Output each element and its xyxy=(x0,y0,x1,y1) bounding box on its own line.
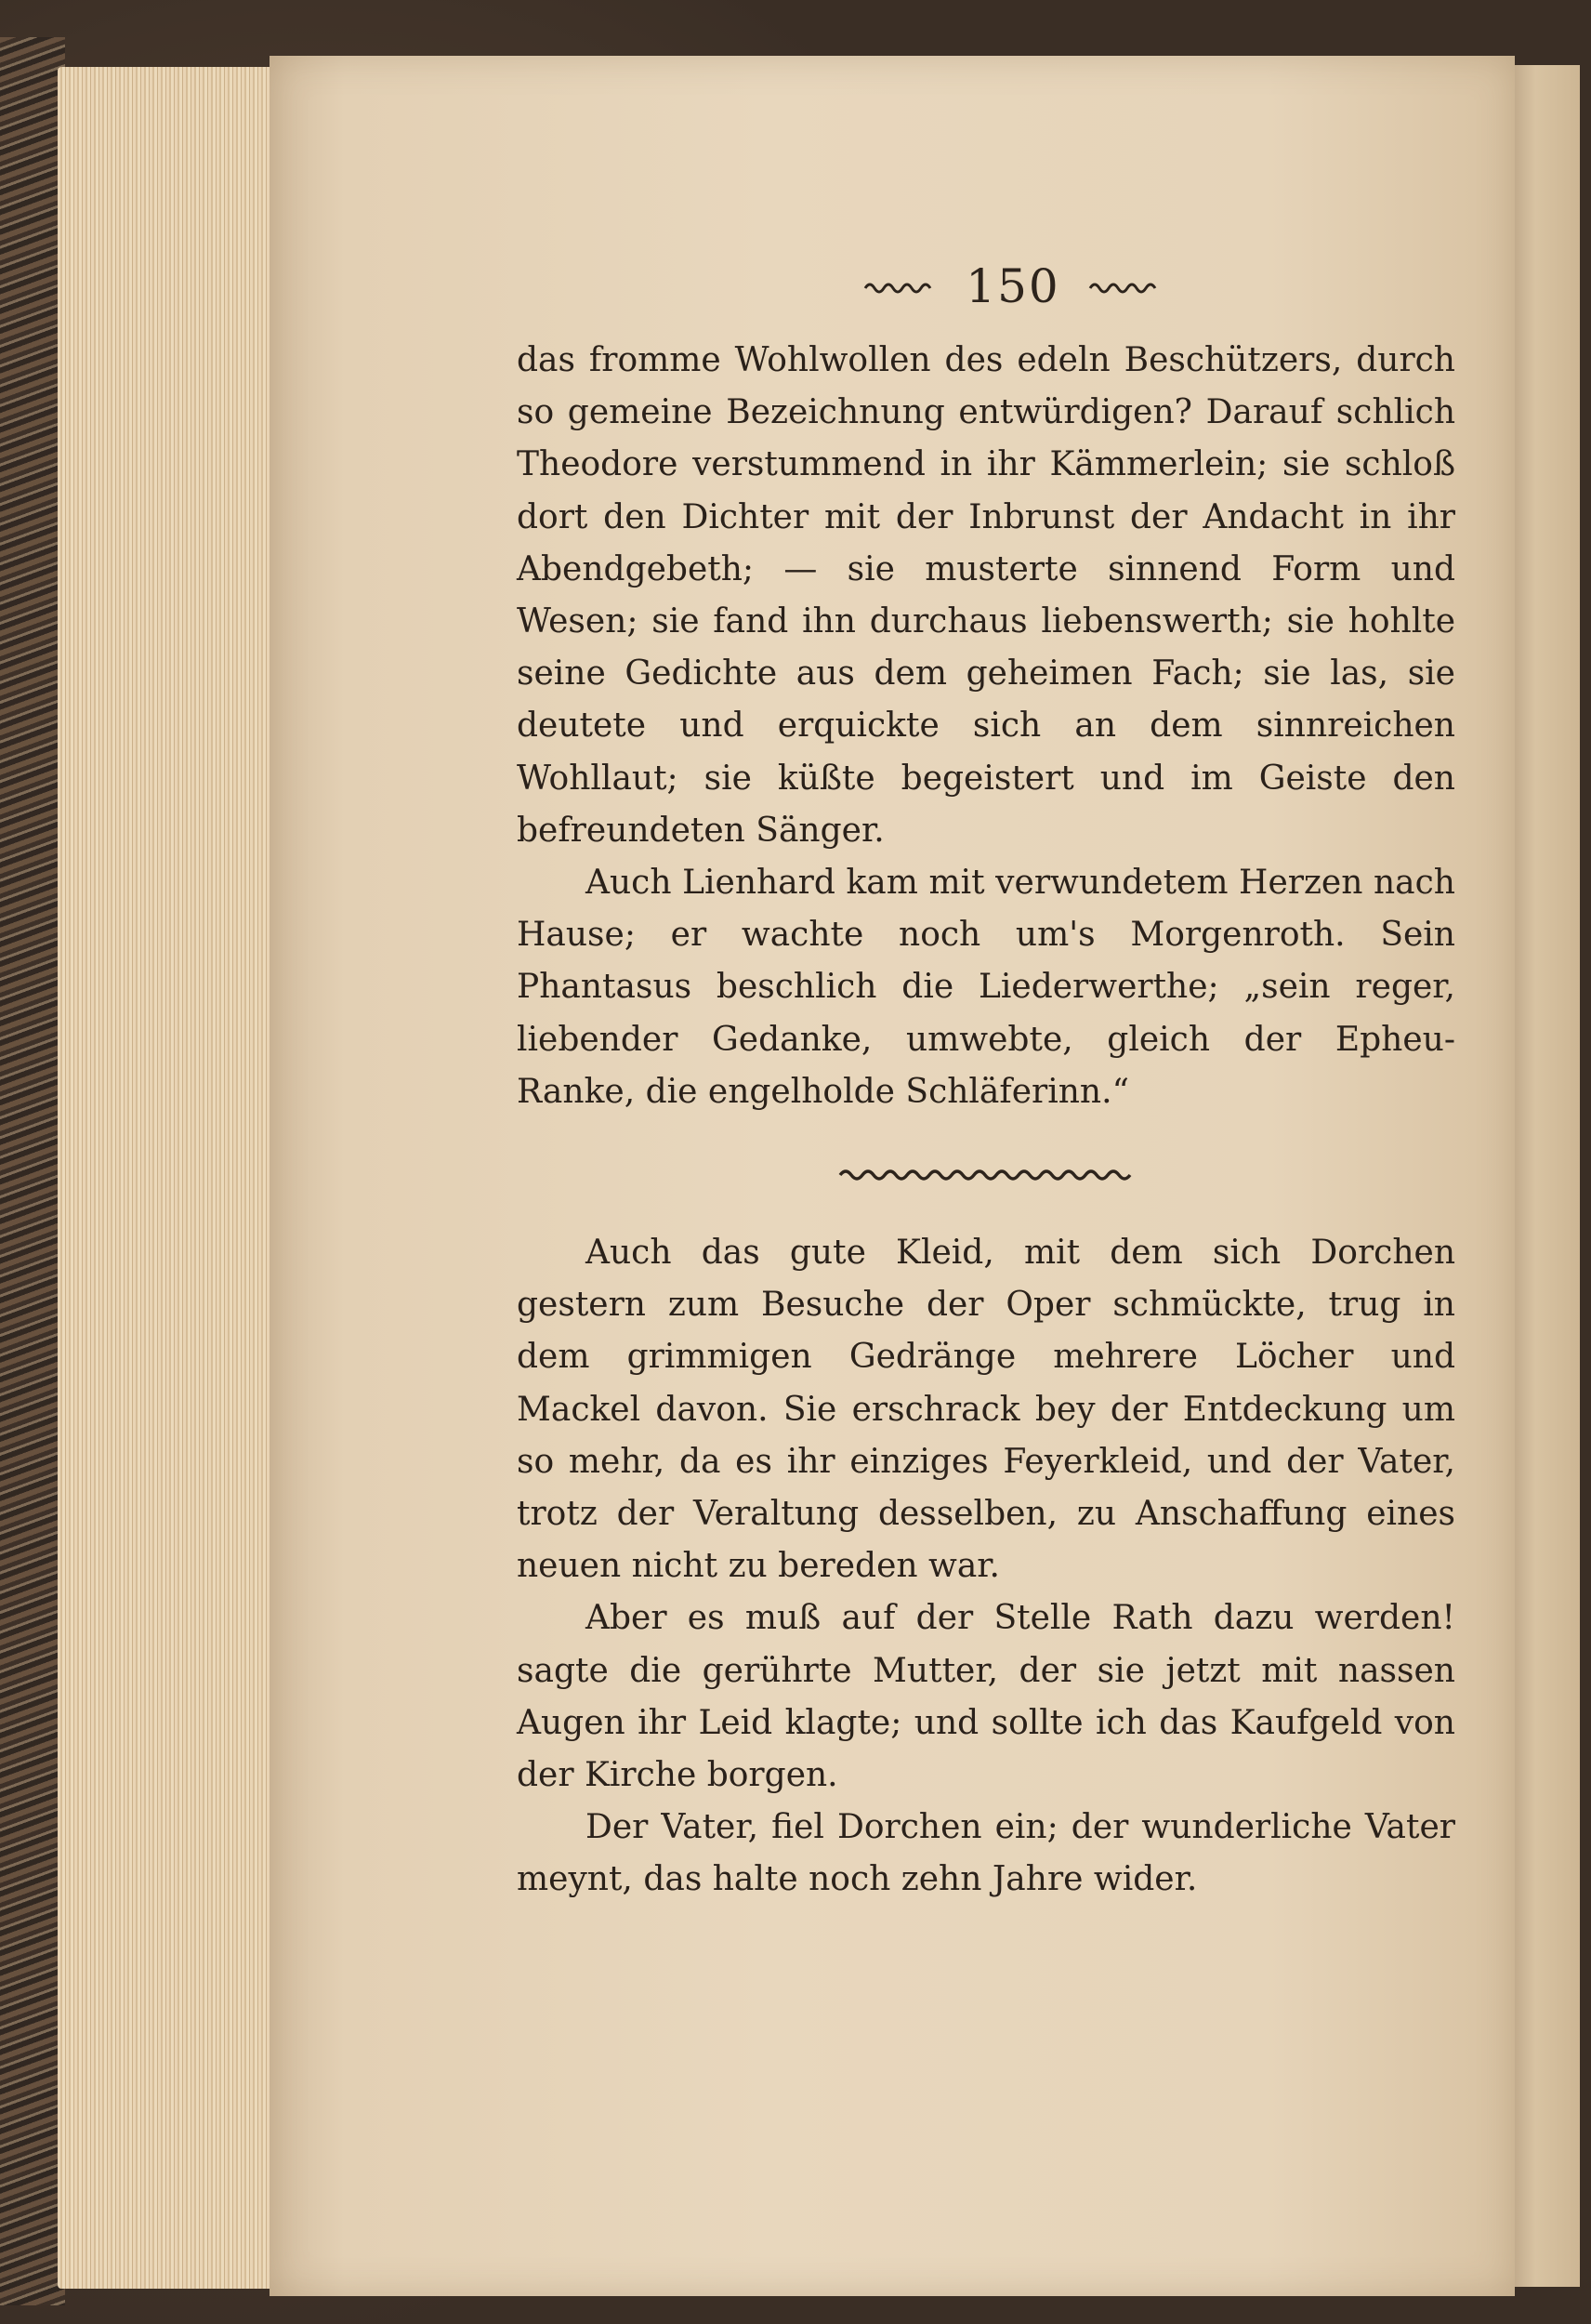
section-divider-icon xyxy=(836,1164,1138,1184)
page-number: 150 xyxy=(966,259,1060,313)
paragraph: Der Vater, fiel Dorchen ein; der wunderliche Vater meynt, das halte noch zehn Jahre wider. xyxy=(517,1808,1455,1899)
ornament-right-icon xyxy=(1088,279,1163,294)
paragraph: Aber es muß auf der Stelle Rath dazu werden! sagte die gerührte Mutter, der sie jetzt mit nassen Augen ihr Leid klagte; und sollte ich das Kaufgeld von der Kirche borgen. xyxy=(517,1599,1455,1795)
page-edges xyxy=(58,67,281,2289)
text-block-lower xyxy=(517,1227,1455,1907)
ornament-left-icon xyxy=(863,279,938,294)
book-spine xyxy=(0,37,65,2305)
paragraph: Auch das gute Kleid, mit dem sich Dorchen gestern zum Besuche der Oper schmückte, trug in dem grimmigen Gedränge mehrere Löcher und Mackel davon. Sie erschrack bey der Entdeckung um so mehr, da es ihr einziges Feyerkleid, und der Vater, trotz der Veraltung desselben, zu Anschaffung eines neuen nicht zu bereden war. xyxy=(517,1234,1455,1586)
text-block-upper xyxy=(517,335,1455,1118)
paragraph: Auch Lienhard kam mit verwundetem Herzen nach Hause; er wachte noch um's Morgenroth. Sein Phantasus beschlich die Liederwerthe; „sein reger, liebender Gedanke, umwebte, gleich der Epheu-Ranke, die engelholde Schläferinn.“ xyxy=(517,864,1455,1111)
facing-page-edge xyxy=(1506,65,1580,2287)
page-header xyxy=(827,258,1199,314)
paragraph: das fromme Wohlwollen des edeln Beschützers, durch so gemeine Bezeichnung entwürdigen? Darauf schlich Theodore verstummend in ihr Kämmerlein; sie schloß dort den Dichter mit der Inbrunst der Andacht in ihr Abendgebeth; — sie musterte sinnend Form und Wesen; sie fand ihn durchaus liebenswerth; sie hohlte seine Gedichte aus dem geheimen Fach; sie las, sie deutete und erquickte sich an dem sinnreichen Wohllaut; sie küßte begeistert und im Geiste den befreundeten Sänger. xyxy=(517,341,1455,850)
